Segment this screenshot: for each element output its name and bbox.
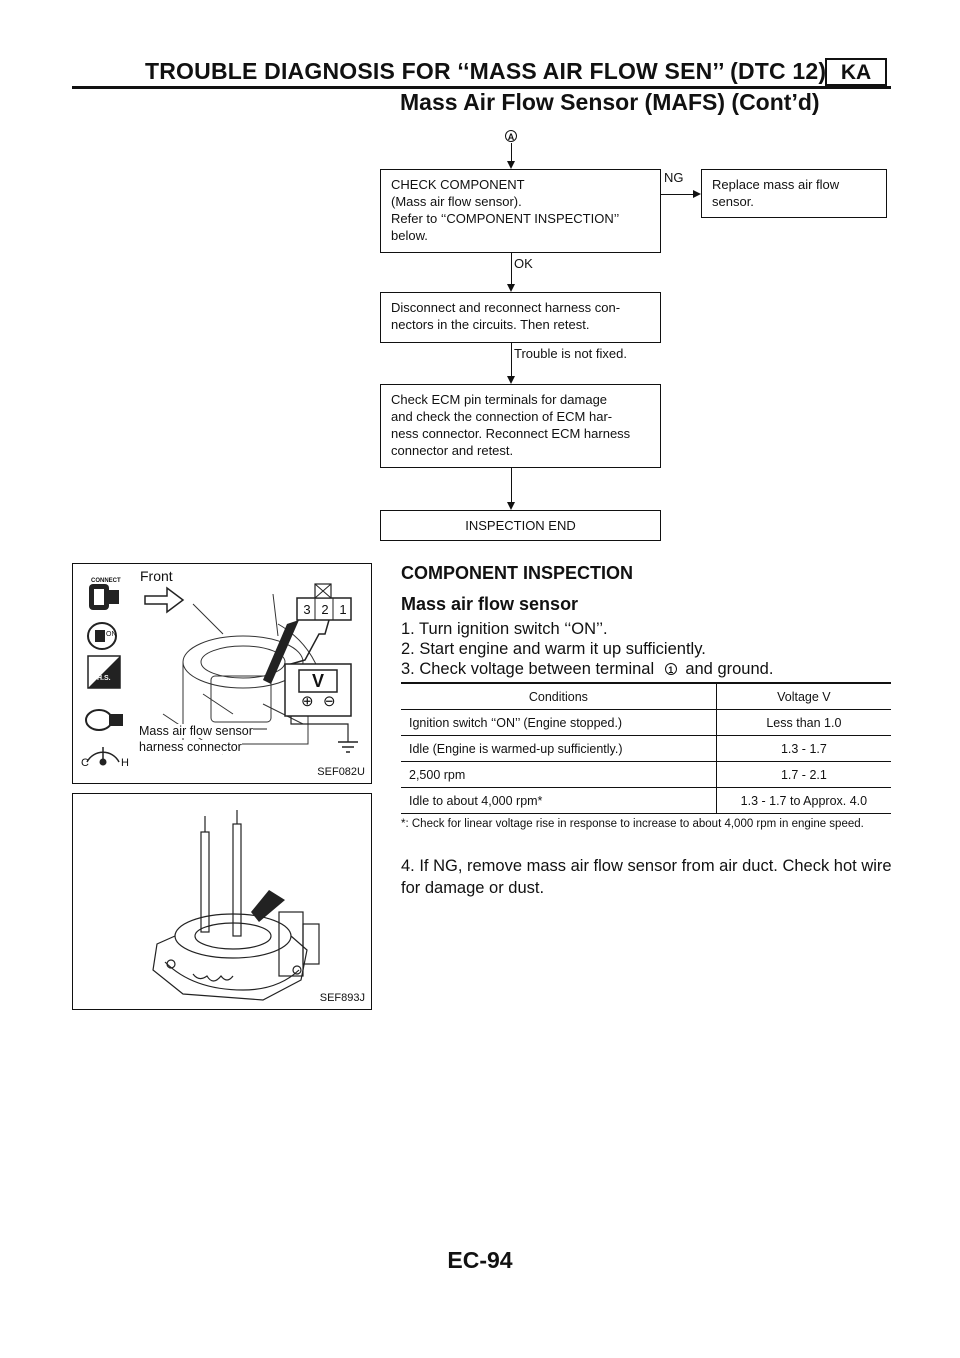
flow-action-replace-sensor [701, 169, 887, 218]
on-label: ON [106, 631, 117, 638]
flow-step-line: and check the connection of ECM har- [391, 409, 613, 424]
flow-step-line: nectors in the circuits. Then retest. [391, 317, 590, 332]
flow-step-line: ness connector. Reconnect ECM harness [391, 426, 631, 441]
figure-code: SEF893J [319, 992, 365, 1004]
procedure-step-4: 4. If NG, remove mass air flow sensor from air duct. Check hot wire for damage or dust. [401, 857, 892, 897]
step-text: 3. Check voltage between terminal [401, 660, 655, 678]
procedure-step-3 [401, 660, 773, 679]
flow-step-line: Disconnect and reconnect harness con- [391, 300, 621, 315]
flow-step-inspection-end: INSPECTION END [380, 510, 661, 541]
tester-probe-icon [86, 710, 123, 730]
voltage-cell: 1.3 - 1.7 [716, 736, 891, 762]
minus-terminal: ⊖ [323, 693, 336, 710]
flow-arrow [507, 502, 515, 510]
table-footnote: *: Check for linear voltage rise in response to increase to about 4,000 rpm in engine speed. [401, 818, 864, 830]
ground-icon [338, 742, 358, 752]
sensor-label-line2: harness connector [139, 740, 242, 754]
column-header: Conditions [401, 684, 716, 710]
sensor-label-line1: Mass air flow sensor [139, 724, 253, 738]
connector-pin-2: 2 [321, 602, 329, 617]
flow-arrow [507, 376, 515, 384]
flow-line [511, 343, 512, 376]
section-subheading: Mass air flow sensor [401, 594, 579, 614]
condition-cell: 2,500 rpm [401, 762, 716, 788]
figure-sef893j [72, 793, 372, 1010]
step-text: and ground. [685, 660, 774, 678]
flow-arrow [507, 161, 515, 169]
flow-step-line: CHECK COMPONENT [391, 177, 525, 192]
table-row [401, 788, 891, 814]
flow-step-line: (Mass air flow sensor). [391, 194, 522, 209]
plus-terminal: ⊕ [301, 693, 314, 710]
flow-line [511, 468, 512, 502]
flow-line [661, 194, 693, 195]
flow-label-ok: OK [514, 256, 533, 271]
flow-label-not-fixed: Trouble is not fixed. [514, 346, 627, 361]
section-heading: COMPONENT INSPECTION [401, 563, 634, 583]
connect-label: CONNECT [91, 578, 121, 584]
flow-step-check-component [380, 169, 661, 253]
connector-pin-3: 3 [303, 602, 311, 617]
figure-code: SEF082U [317, 766, 365, 778]
column-header: Voltage V [716, 684, 891, 710]
voltage-cell: Less than 1.0 [716, 710, 891, 736]
page-header-title: TROUBLE DIAGNOSIS FOR ‘‘MASS AIR FLOW SEN’’ (DTC 12) [145, 58, 827, 84]
procedure-step-2: 2. Start engine and warm it up sufficiently. [401, 640, 706, 658]
condition-cell: Ignition switch ‘‘ON’’ (Engine stopped.) [401, 710, 716, 736]
hot-wire-arrow [251, 890, 285, 922]
model-badge: KA [825, 58, 887, 86]
flow-label-ng: NG [664, 170, 684, 185]
flow-line [511, 253, 512, 284]
voltage-spec-table [401, 682, 891, 814]
flow-arrow [693, 190, 701, 198]
temperature-gauge-icon [87, 747, 119, 766]
page-number: EC-94 [447, 1247, 513, 1273]
figure-sef082u [72, 563, 372, 784]
terminal-number: 1 [665, 663, 677, 675]
flow-connector-a: A [505, 130, 517, 142]
flow-step-line: Check ECM pin terminals for damage [391, 392, 608, 407]
page-header-subtitle: Mass Air Flow Sensor (MAFS) (Cont’d) [400, 89, 820, 115]
flow-step-line: connector and retest. [391, 443, 514, 458]
table-row [401, 710, 891, 736]
connector-pin-1: 1 [339, 602, 347, 617]
flow-step-line: Replace mass air flow [712, 177, 840, 192]
mass-air-flow-sensor-removed-illustration [73, 794, 371, 1009]
voltage-cell: 1.3 - 1.7 to Approx. 4.0 [716, 788, 891, 814]
condition-cell: Idle (Engine is warmed-up sufficiently.) [401, 736, 716, 762]
flow-step-line: Refer to ‘‘COMPONENT INSPECTION’’ [391, 211, 620, 226]
flow-step-line: below. [391, 228, 428, 243]
front-arrow-icon [145, 588, 183, 612]
flow-line [511, 143, 512, 161]
flow-arrow [507, 284, 515, 292]
condition-cell: Idle to about 4,000 rpm* [409, 793, 543, 808]
flow-step-check-ecm [380, 384, 661, 468]
front-label: Front [140, 568, 173, 584]
flow-step-reconnect [380, 292, 661, 343]
gauge-hot-label: H [121, 757, 129, 769]
voltmeter-label: V [311, 671, 324, 691]
table-row [401, 736, 891, 762]
table-row [401, 762, 891, 788]
hs-label: H.S. [97, 675, 111, 682]
warm-engine-icon [88, 656, 120, 688]
connect-icon [89, 584, 119, 610]
procedure-step-1: 1. Turn ignition switch ‘‘ON’’. [401, 620, 608, 638]
gauge-cold-label: C [81, 757, 89, 769]
voltage-cell: 1.7 - 2.1 [716, 762, 891, 788]
table-header-row [401, 684, 891, 710]
flow-step-line: sensor. [712, 194, 754, 209]
